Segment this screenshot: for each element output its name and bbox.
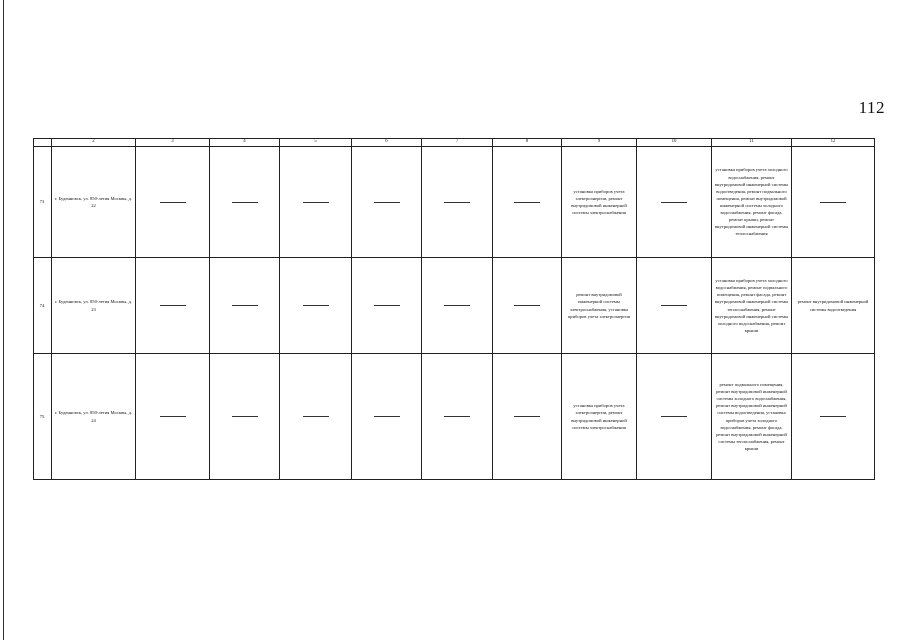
empty-cell — [210, 147, 280, 258]
empty-cell — [136, 258, 210, 354]
dash-mark — [514, 305, 540, 306]
column-header: 11 — [712, 139, 792, 147]
works-cell: ремонт внутридомовой инженерной системы электроснабжения, установка приборов учета электроэнергии — [562, 258, 637, 354]
empty-cell — [493, 354, 562, 480]
works-cell: установка приборов учета электроэнергии, ремонт внутридомовой инженерной системы электроснабжения — [562, 354, 637, 480]
dash-mark — [303, 305, 329, 306]
table-row — [34, 354, 875, 480]
dash-mark — [374, 416, 400, 417]
column-header: 7 — [422, 139, 493, 147]
empty-cell — [210, 258, 280, 354]
column-header: 2 — [52, 139, 136, 147]
empty-cell — [352, 147, 422, 258]
empty-cell — [637, 258, 712, 354]
column-header: 9 — [562, 139, 637, 147]
table-row — [34, 147, 875, 258]
empty-cell — [352, 354, 422, 480]
empty-cell — [422, 147, 493, 258]
address-cell: г. Буденновск, ул. 850-летия Москвы, д. 23 — [52, 258, 136, 354]
empty-cell — [637, 354, 712, 480]
works-cell: установка приборов учета холодного водоснабжения, ремонт внутридомовой инженерной системы водоотведения, ремонт подвального помещения, ремонт внутридомовой инженерной системы холодного водоснабжения, ремонт фасада, ремонт крыши, ремонт внутридомовой инженерной системы теплоснабжения — [712, 147, 792, 258]
empty-cell — [210, 354, 280, 480]
empty-cell — [792, 147, 875, 258]
empty-cell — [493, 258, 562, 354]
empty-cell — [493, 147, 562, 258]
dash-mark — [303, 202, 329, 203]
empty-cell — [280, 354, 352, 480]
column-header: 10 — [637, 139, 712, 147]
empty-cell — [280, 258, 352, 354]
dash-mark — [374, 305, 400, 306]
address-cell: г. Буденновск, ул. 850-летия Москвы, д. 24 — [52, 354, 136, 480]
column-header: 6 — [352, 139, 422, 147]
table-row — [34, 258, 875, 354]
works-cell: ремонт внутридомовой инженерной системы водоотведения — [792, 258, 875, 354]
dash-mark — [444, 202, 470, 203]
dash-mark — [820, 202, 846, 203]
dash-mark — [232, 305, 258, 306]
works-cell: ремонт подвального помещения, ремонт внутридомовой инженерной системы холодного водоснабжения, ремонт внутридомовой инженерной системы водоотведения, установка приборов учета холодного водоснабжения, ремонт фасада, ремонт внутридомовой инженерной системы теплоснабжения, ремонт крыши — [712, 354, 792, 480]
row-number: 75. — [34, 354, 52, 480]
dash-mark — [232, 416, 258, 417]
row-number: 73. — [34, 147, 52, 258]
dash-mark — [160, 305, 186, 306]
works-cell: установка приборов учета холодного водоснабжения, ремонт подвального помещения, ремонт фасада, ремонт внутридомовой инженерной системы теплоснабжения, ремонт внутридомовой инженерной системы холодного водоснабжения, ремонт крыши — [712, 258, 792, 354]
dash-mark — [514, 416, 540, 417]
address-cell: г. Буденновск, ул. 850-летия Москвы, д. 22 — [52, 147, 136, 258]
dash-mark — [160, 202, 186, 203]
dash-mark — [661, 416, 687, 417]
empty-cell — [136, 354, 210, 480]
empty-cell — [280, 147, 352, 258]
column-header: 3 — [136, 139, 210, 147]
dash-mark — [820, 416, 846, 417]
column-header: 4 — [210, 139, 280, 147]
dash-mark — [232, 202, 258, 203]
empty-cell — [422, 258, 493, 354]
empty-cell — [352, 258, 422, 354]
row-number: 74. — [34, 258, 52, 354]
column-header: 8 — [493, 139, 562, 147]
dash-mark — [444, 416, 470, 417]
dash-mark — [514, 202, 540, 203]
empty-cell — [792, 354, 875, 480]
works-cell: установка приборов учета электроэнергии, ремонт внутридомовой инженерной системы электроснабжения — [562, 147, 637, 258]
dash-mark — [160, 416, 186, 417]
column-header: 12 — [792, 139, 875, 147]
dash-mark — [661, 202, 687, 203]
empty-cell — [422, 354, 493, 480]
column-number-row — [34, 139, 875, 147]
empty-cell — [136, 147, 210, 258]
dash-mark — [444, 305, 470, 306]
column-header — [34, 139, 52, 147]
column-header: 5 — [280, 139, 352, 147]
page-number: 112 — [858, 98, 885, 117]
page-left-border — [3, 0, 4, 640]
empty-cell — [637, 147, 712, 258]
dash-mark — [661, 305, 687, 306]
dash-mark — [303, 416, 329, 417]
dash-mark — [374, 202, 400, 203]
works-table — [33, 138, 875, 480]
